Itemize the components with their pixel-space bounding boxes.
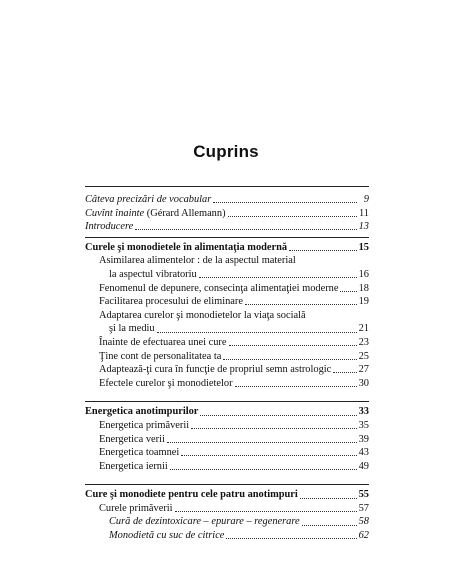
toc-entry-curele-primaverii[interactable]: Curele primăverii 57 (99, 502, 369, 514)
toc-entry-inainte-cura[interactable]: Înainte de efectuarea unei cure 23 (99, 336, 369, 348)
page-number: 55 (358, 489, 369, 501)
page-number: 18 (358, 282, 369, 294)
page-number: 35 (358, 419, 369, 431)
page-number: 9 (363, 194, 369, 205)
toc-entry-introducere[interactable]: Introducere 13 (85, 221, 369, 233)
page-number: 39 (358, 433, 369, 445)
toc-entry-facilitarea[interactable]: Facilitarea procesului de eliminare 19 (99, 296, 369, 308)
page-number: 58 (358, 516, 369, 528)
page-number: 11 (358, 207, 369, 219)
toc-entry-cuvant-inainte[interactable]: Cuvînt înainte (Gérard Allemann) 11 (85, 207, 369, 219)
toc-entry-dezintoxicare[interactable]: Cură de dezintoxicare – epurare – regenerare 58 (109, 516, 369, 528)
toc-entry-citrice[interactable]: Monodietă cu suc de citrice 62 (109, 530, 369, 542)
toc-entry-adaptarea-line1[interactable]: Adaptarea curelor şi monodietelor la viaţa socială (99, 309, 306, 321)
toc-entry-astrologic[interactable]: Adaptează-ţi cura în funcţie de propriul semn astrologic 27 (99, 364, 369, 376)
page-number: 25 (358, 350, 369, 362)
page-number: 19 (358, 296, 369, 308)
page-number: 27 (358, 364, 369, 376)
toc-entry-asimilarea-line1[interactable]: Asimilarea alimentelor : de la aspectul material (99, 255, 296, 267)
toc-heading-curele-moderna[interactable]: Curele şi monodietele în alimentaţia modernă 15 (85, 241, 369, 253)
toc-entry-iarna[interactable]: Energetica iernii 49 (99, 460, 369, 472)
toc-entry-vocabular[interactable]: Câteva precizări de vocabular 9 (85, 194, 369, 205)
page-number: 30 (358, 377, 369, 389)
toc-heading-cure-anotimpuri[interactable]: Cure şi monodiete pentru cele patru anotimpuri 55 (85, 489, 369, 501)
toc-entry-adaptarea-line2[interactable]: şi la mediu 21 (109, 323, 369, 335)
page-number: 33 (358, 406, 369, 418)
page-number: 62 (358, 530, 369, 542)
page-number: 49 (358, 460, 369, 472)
page-number: 15 (358, 241, 369, 253)
toc-entry-personalitate[interactable]: Ţine cont de personalitatea ta 25 (99, 350, 369, 362)
page-number: 13 (358, 221, 369, 233)
toc-entry-asimilarea-line2[interactable]: la aspectul vibratoriu 16 (109, 268, 369, 280)
page-number: 21 (358, 323, 369, 335)
toc-entry-vara[interactable]: Energetica verii 39 (99, 433, 369, 445)
toc-entry-primavara[interactable]: Energetica primăverii 35 (99, 419, 369, 431)
page-number: 16 (358, 268, 369, 280)
page-number: 57 (358, 502, 369, 514)
toc-entry-fenomenul[interactable]: Fenomenul de depunere, consecinţa alimentaţiei moderne 18 (99, 282, 369, 294)
toc-heading-energetica[interactable]: Energetica anotimpurilor 33 (85, 406, 369, 418)
toc-entry-toamna[interactable]: Energetica toamnei 43 (99, 447, 369, 459)
page-title: Cuprins (193, 142, 259, 161)
table-of-contents (85, 186, 369, 543)
page-number: 43 (358, 447, 369, 459)
toc-entry-efectele[interactable]: Efectele curelor şi monodietelor 30 (99, 377, 369, 389)
page-number: 23 (358, 336, 369, 348)
